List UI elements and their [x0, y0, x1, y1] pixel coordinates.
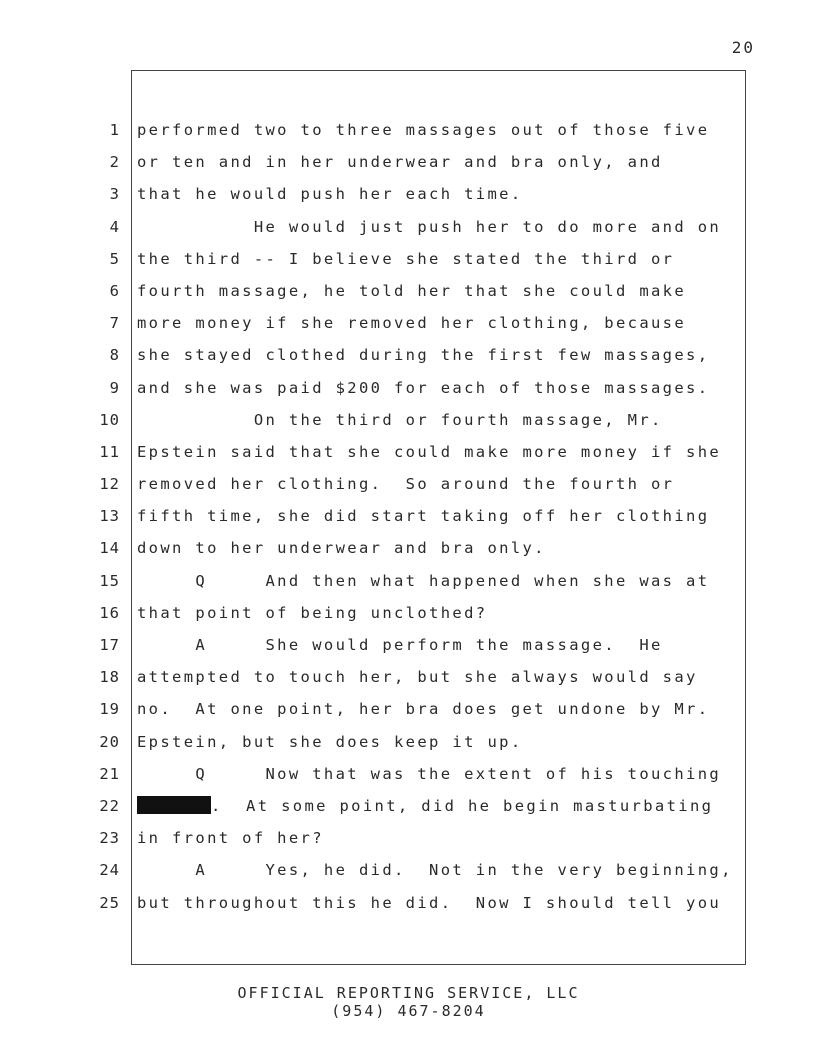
line-number: 7 — [109, 314, 120, 333]
line-number: 18 — [99, 668, 120, 687]
line-number: 3 — [109, 185, 120, 204]
line-number: 8 — [109, 346, 120, 365]
line-text: . At some point, did he begin masturbating — [211, 796, 714, 815]
line-text: fourth massage, he told her that she could make — [137, 281, 687, 300]
footer-phone-number: (954) 467-8204 — [331, 1002, 486, 1020]
page-number: 20 — [731, 38, 755, 57]
transcript-body — [0, 114, 817, 919]
line-text: fifth time, she did start taking off her clothing — [137, 507, 710, 526]
line-number: 24 — [99, 861, 120, 880]
line-text: down to her underwear and bra only. — [137, 539, 546, 558]
line-number: 14 — [99, 539, 120, 558]
line-number: 16 — [99, 603, 120, 622]
line-text: in front of her? — [137, 829, 324, 848]
line-text: the third -- I believe she stated the third or — [137, 249, 675, 268]
transcript-line — [0, 854, 817, 886]
transcript-line — [0, 532, 817, 564]
transcript-line — [0, 887, 817, 919]
transcript-line — [0, 597, 817, 629]
transcript-line — [0, 114, 817, 146]
line-text: Q And then what happened when she was at — [137, 571, 710, 590]
line-text: attempted to touch her, but she always would say — [137, 668, 698, 687]
line-number: 17 — [99, 636, 120, 654]
line-number: 19 — [99, 700, 120, 719]
transcript-line — [0, 693, 817, 725]
line-text: On the third or fourth massage, Mr. — [137, 410, 663, 429]
line-text: A She would perform the massage. He — [137, 636, 663, 654]
transcript-line — [0, 404, 817, 436]
line-number: 23 — [99, 829, 120, 848]
footer-company-name: OFFICIAL REPORTING SERVICE, LLC — [237, 984, 580, 1002]
line-number: 2 — [109, 153, 120, 172]
line-number: 12 — [99, 475, 120, 494]
transcript-line — [0, 243, 817, 275]
line-number: 4 — [109, 217, 120, 236]
redaction-bar — [137, 796, 211, 814]
line-text: Q Now that was the extent of his touching — [137, 764, 722, 783]
transcript-line — [0, 339, 817, 371]
transcript-line — [0, 275, 817, 307]
line-text: or ten and in her underwear and bra only, and — [137, 153, 663, 172]
transcript-line — [0, 178, 817, 210]
transcript-line — [0, 790, 817, 822]
transcript-line — [0, 146, 817, 178]
line-text: He would just push her to do more and on — [137, 217, 722, 236]
line-number: 20 — [99, 732, 120, 751]
transcript-line — [0, 307, 817, 339]
line-number: 11 — [99, 442, 120, 461]
line-number: 1 — [109, 121, 120, 139]
line-number: 13 — [99, 507, 120, 526]
line-text: Epstein said that she could make more money if she — [137, 442, 722, 461]
line-text: that point of being unclothed? — [137, 603, 488, 622]
line-text: performed two to three massages out of those five — [137, 121, 710, 139]
line-number: 22 — [99, 796, 120, 815]
line-text: no. At one point, her bra does get undone by Mr. — [137, 700, 710, 719]
line-number: 6 — [109, 281, 120, 300]
transcript-line — [0, 726, 817, 758]
line-number: 15 — [99, 571, 120, 590]
line-number: 21 — [99, 764, 120, 783]
line-text: removed her clothing. So around the fourth or — [137, 475, 675, 494]
line-text: and she was paid $200 for each of those massages. — [137, 378, 710, 397]
transcript-line — [0, 822, 817, 854]
transcript-line — [0, 629, 817, 661]
line-text: she stayed clothed during the first few massages, — [137, 346, 710, 365]
line-number: 9 — [109, 378, 120, 397]
transcript-line — [0, 500, 817, 532]
frame-bottom-rule — [131, 964, 746, 965]
transcript-line — [0, 436, 817, 468]
transcript-line — [0, 565, 817, 597]
transcript-line — [0, 661, 817, 693]
line-text: that he would push her each time. — [137, 185, 523, 204]
line-text: A Yes, he did. Not in the very beginning, — [137, 861, 733, 880]
line-text: more money if she removed her clothing, because — [137, 314, 687, 333]
line-text: but throughout this he did. Now I should tell you — [137, 893, 722, 912]
frame-top-rule — [131, 70, 746, 71]
transcript-line — [0, 211, 817, 243]
line-text: Epstein, but she does keep it up. — [137, 732, 523, 751]
line-number: 25 — [99, 893, 120, 912]
transcript-line — [0, 758, 817, 790]
transcript-line — [0, 372, 817, 404]
line-number: 5 — [109, 249, 120, 268]
line-text-with-redaction — [137, 790, 713, 822]
line-number: 10 — [99, 410, 120, 429]
transcript-line — [0, 468, 817, 500]
